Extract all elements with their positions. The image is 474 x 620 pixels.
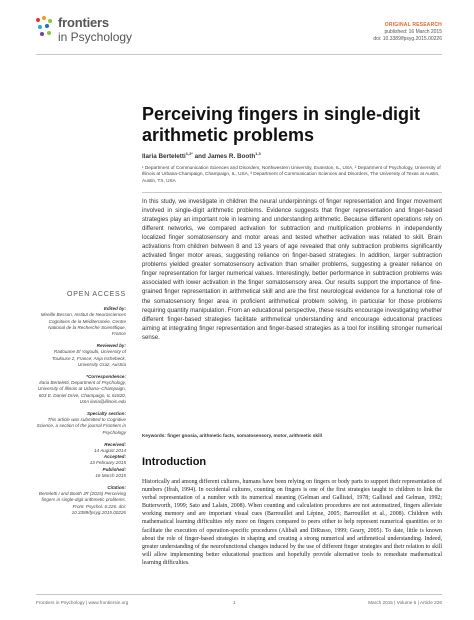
keywords-label: Keywords: [142, 433, 166, 438]
affiliation-text: ¹ Department of Communication Sciences and Disorders, Northwestern University, Evanston, IL, USA, ² Department of Psychology, University of Illinois at Urbana-Champaign, Champaign, IL, USA, ³ Department of Communication Sciences and Disorders, The University of Texas at Austin, Austin, TX, USA [142, 165, 441, 183]
article-type: ORIGINAL RESEARCH [384, 22, 442, 28]
correspondence-label: *Correspondence: [86, 374, 126, 380]
published-label: Published: [102, 466, 126, 472]
frontiers-logo-icon [36, 16, 54, 42]
edited-by-block [36, 306, 126, 337]
reviewed-by-label: Reviewed by: [96, 343, 126, 349]
author-affiliation-sup: 1,2* [185, 151, 193, 156]
received-date: 14 August 2014 [93, 448, 126, 454]
received-label: Received: [104, 441, 126, 447]
footer-journal-link[interactable]: Frontiers in Psychology | www.frontiersin.org [36, 600, 129, 605]
header-divider [36, 54, 442, 55]
abstract-text: In this study, we investigate in children the neural underpinnings of finger representation and finger movement involved in single-digit arithmetic problems. Evidence suggests that finger representation and finger-based strategies play an important role in learning and understanding arithmetic. Because different operations rely on different networks, we compared activation for subtraction and multiplication problems in independently localized finger somatosensory and motor areas and tested whether activation was related to skill. Brain activations from children between 8 and 13 years of age revealed that only subtraction problems significantly activated finger motor areas, suggesting reliance on finger-based strategies. In addition, larger subtraction problems yielded greater somatosensory activation than smaller problems, suggesting a greater reliance on finger representation for larger numerical values. Interestingly, better performance in subtraction problems was associated with lower activation in the finger somatosensory area. Our results support the importance of fine-grained finger representation in arithmetical skill and are the first neurological evidence for a functional role of the somatosensory finger area in proficient arithmetical problem solving, in particular for those problems requiring quantity manipulation. From an educational perspective, these results encourage investigating whether different finger-based strategies facilitate arithmetical understanding and encourage educational practices aiming at integrating finger representation and finger-based strategies as a tool for instilling stronger numerical sense. [142, 199, 442, 341]
specialty-label: Specialty section: [86, 411, 126, 417]
frontiers-logo[interactable] [36, 15, 156, 49]
affiliations [142, 165, 442, 184]
section-heading-introduction: Introduction [142, 456, 207, 468]
correspondence-body[interactable]: Ilaria Berteletti, Department of Psychology, University of Illinois at Urbana–Champaign, 603 E. Daniel Drive, Champaign, IL 61820, USA ilaria@illinois.edu [37, 380, 126, 404]
published-date: published: 16 March 2015 [384, 29, 442, 35]
keywords [142, 433, 442, 438]
citation-body: Berteletti I and Booth JR (2015) Perceiving fingers in single-digit arithmetic problems. Front. Psychol. 6:226. doi: 10.3389/fpsyg.2015.00226 [38, 491, 126, 515]
keywords-text: finger gnosia, arithmetic facts, somatosensory, motor, arithmetic skill [167, 433, 322, 438]
citation-block [36, 485, 126, 516]
footer-divider [36, 594, 442, 595]
logo-text-journal: in Psychology [58, 30, 133, 44]
accepted-label: Accepted: [103, 454, 126, 460]
published-date-sidebar: 16 March 2015 [95, 472, 126, 478]
correspondence-block [36, 374, 126, 405]
introduction-text: Historically and among different cultures, humans have been relying on fingers or body parts to support their representation of numbers (Ifrah, 1994). In occidental cultures, counting on fingers is one of the first strategies taught to children to link the verbal representation of a number with its numerical meaning (Gelman and Gallistel, 1978; Gallistel and Gelman, 1992; Butterworth, 1999; Sato and Lalain, 2008). When counting and calculation procedures are not automatized, fingers alleviate working memory and are important visual cues (Barrouillet and Lépine, 2005; Barrouillet et al., 2008). Children with mathematical learning difficulties rely more on fingers compared to peers either to help represent numerical quantities or to facilitate the execution of operation-specific procedures (Alibali and DiRusso, 1999; Geary, 2005). To date, little is known about the role of finger-based strategies in shaping and creating a strong numerical and arithmetical understanding. Indeed, greater understanding of the neurofunctional changes induced by the use of different finger strategies and their relation to skill will allow implementing better educational practices and hopefully provide alternative tools to remediate mathematical learning difficulties. [142, 479, 442, 566]
article-title: Perceiving fingers in single-digit arithmetic problems [142, 104, 421, 145]
author-affiliation-sup: 1,3 [255, 151, 261, 156]
citation-label: Citation: [107, 485, 126, 491]
author-list [142, 151, 261, 160]
author-name[interactable]: James R. Booth [207, 153, 256, 161]
author-name[interactable]: Ilaria Berteletti [142, 153, 186, 161]
sidebar [36, 292, 126, 522]
dates-block [36, 442, 126, 479]
reviewed-by-block [36, 343, 126, 368]
accepted-date: 13 February 2015 [89, 460, 126, 466]
logo-text-frontiers: frontiers [58, 15, 109, 30]
page-number: 1 [233, 600, 236, 605]
edited-by-body: Mireille Besson, Institut de Neurosciences Cognitives de la Méditerranée, Centre National de la Recherche Scientifique, France [40, 312, 126, 337]
specialty-body: This article was submitted to Cognitive Science, a section of the journal Frontiers in Psychology [36, 417, 126, 435]
article-meta [373, 22, 442, 43]
specialty-block [36, 411, 126, 436]
open-access-badge: OPEN ACCESS [67, 291, 126, 298]
edited-by-label: Edited by: [103, 306, 126, 312]
reviewed-by-body: Radouane El Yagoubi, University of Toulouse 2, France; Anja Ischebeck, University Graz, Austria [52, 349, 126, 367]
footer-issue-info: March 2015 | Volume 6 | Article 226 [368, 600, 442, 605]
affiliation-divider [142, 192, 442, 193]
author-conjunction: and [194, 153, 206, 161]
doi-link[interactable]: doi: 10.3389/fpsyg.2015.00226 [373, 36, 442, 42]
